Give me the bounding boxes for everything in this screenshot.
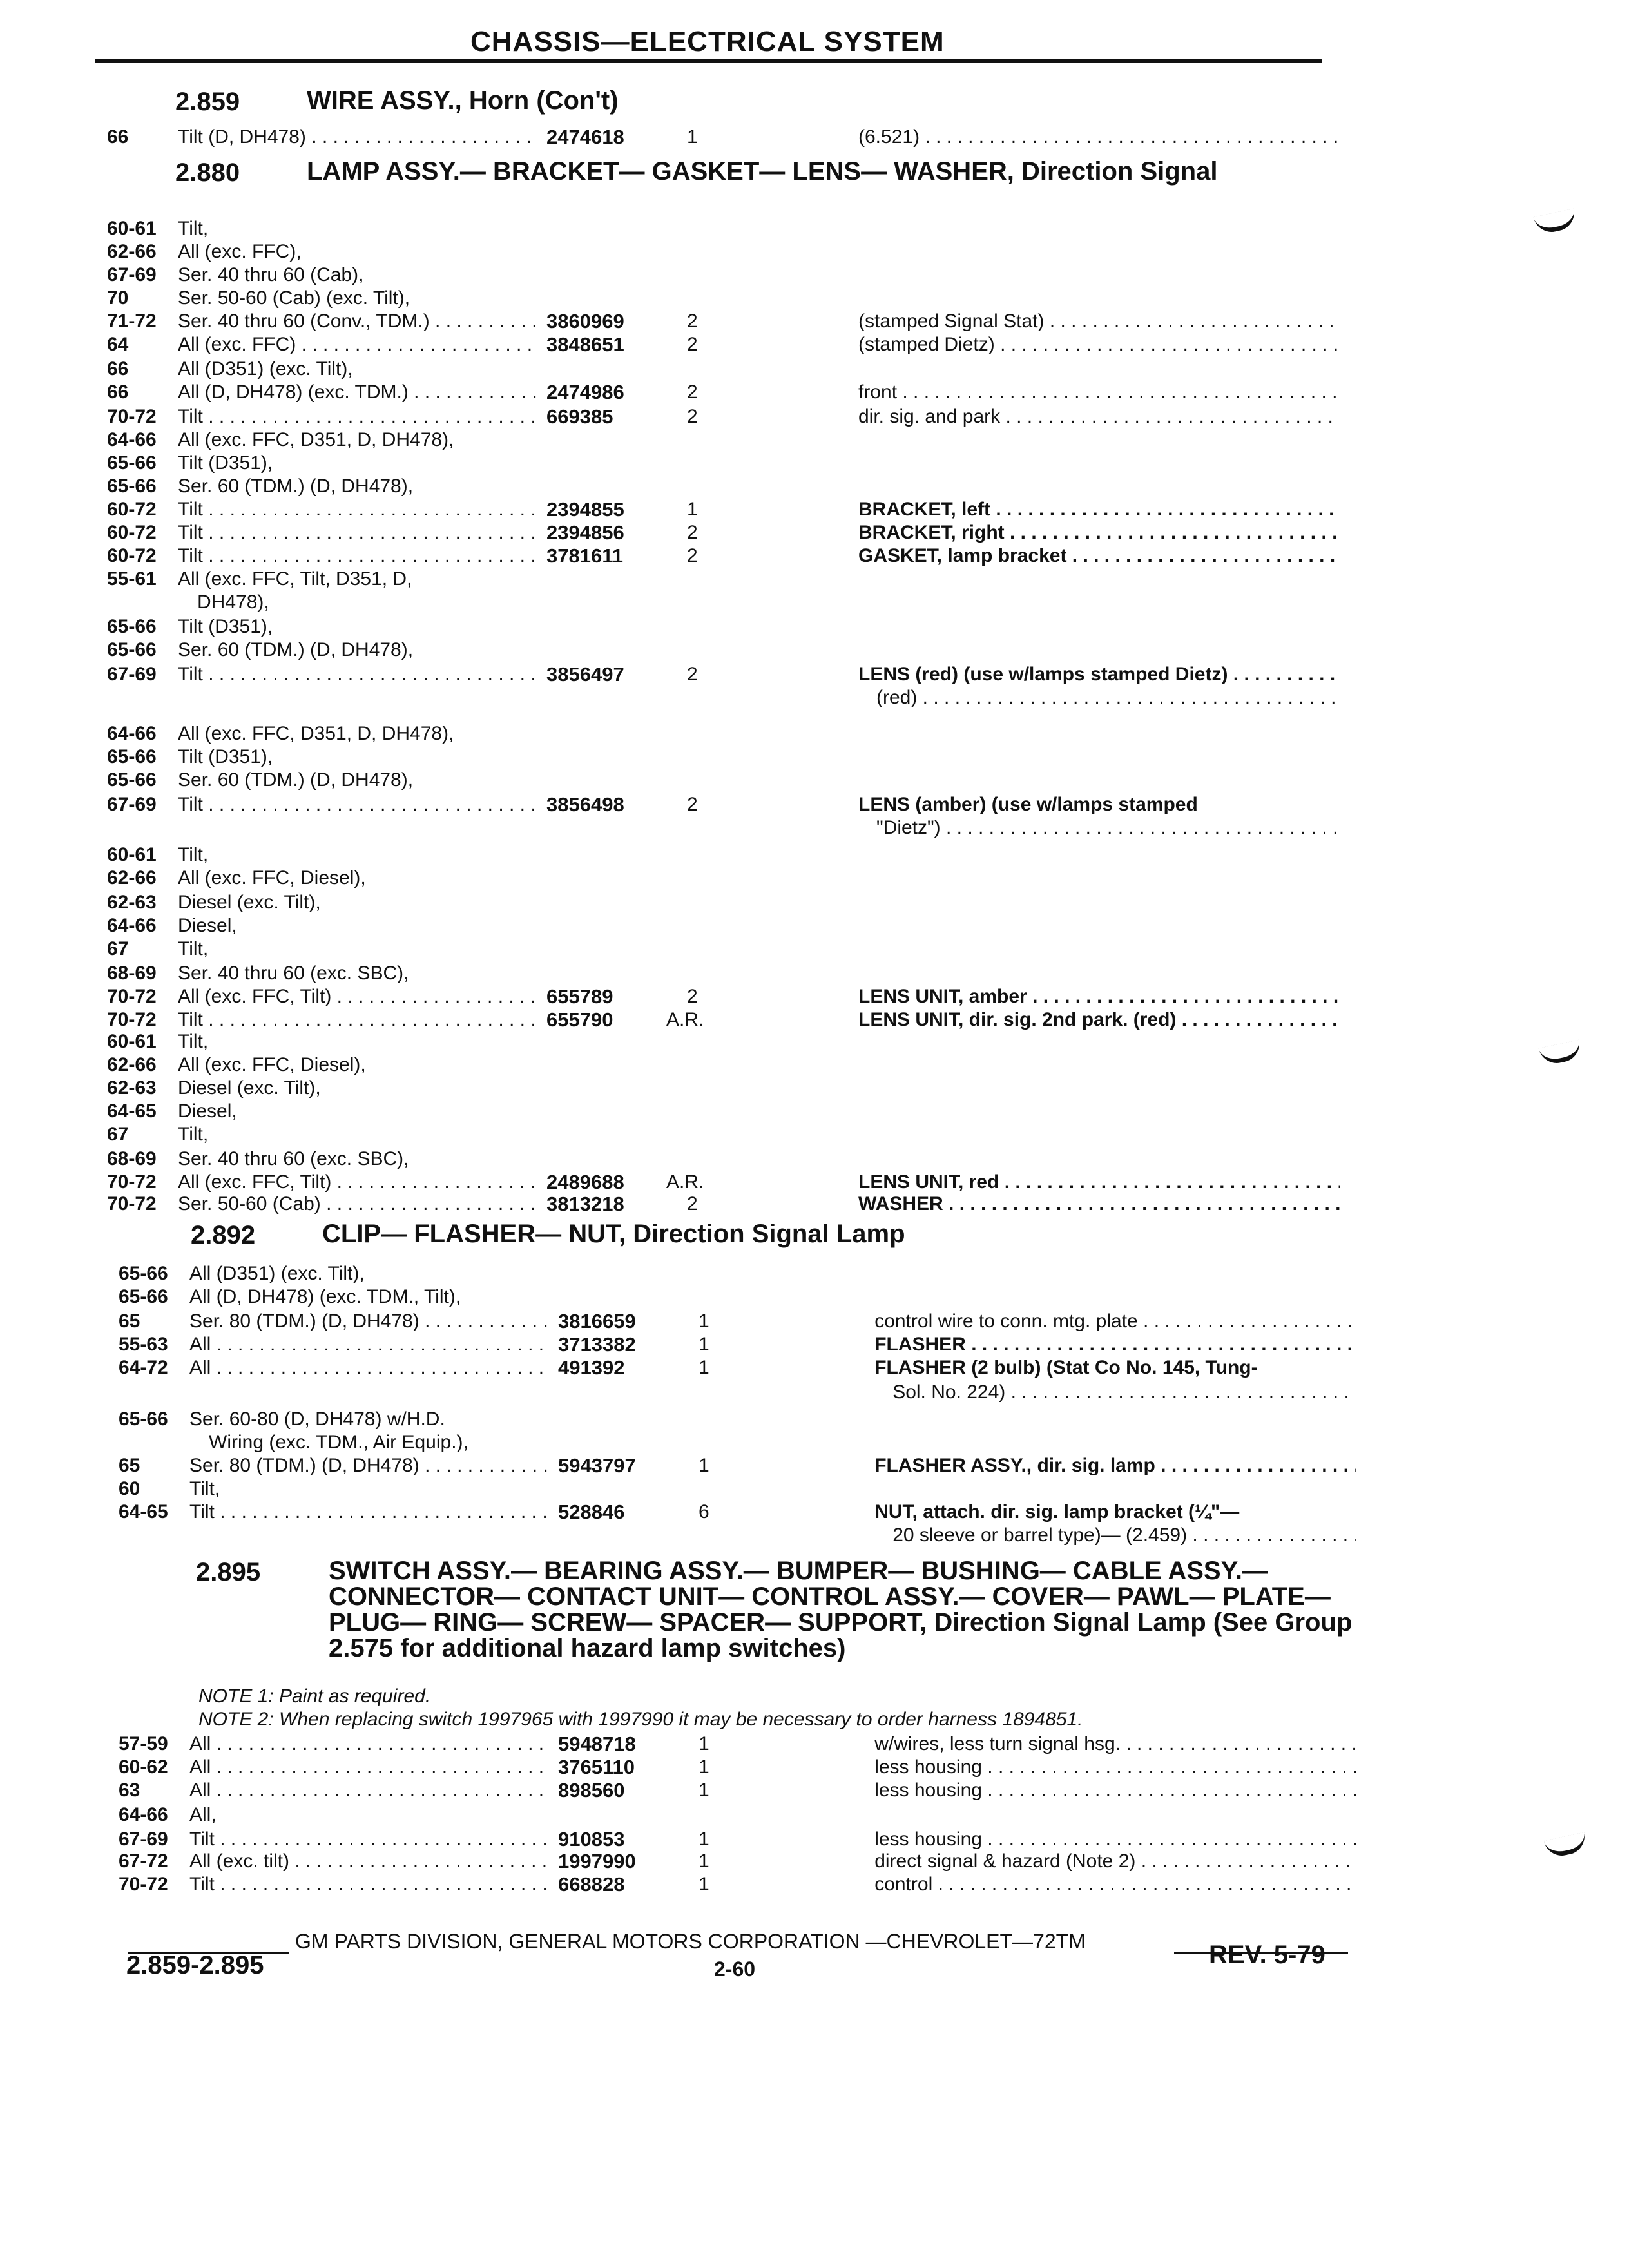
year-range: 63 bbox=[119, 1780, 140, 1801]
description: (stamped Dietz) . . . bbox=[858, 334, 1340, 356]
description: WASHER . . . bbox=[858, 1193, 1340, 1215]
description: (stamped Signal Stat) . . . bbox=[858, 311, 1340, 332]
year-range: 64-66 bbox=[119, 1804, 168, 1825]
parts-row bbox=[0, 1432, 1629, 1454]
application: All . . . bbox=[189, 1334, 550, 1356]
parts-row bbox=[0, 664, 1629, 686]
parts-row bbox=[0, 963, 1629, 985]
parts-row bbox=[0, 264, 1629, 286]
parts-row bbox=[0, 723, 1629, 745]
parts-row bbox=[0, 867, 1629, 889]
parts-row bbox=[0, 1381, 1629, 1403]
parts-row bbox=[0, 476, 1629, 497]
year-range: 71-72 bbox=[107, 311, 157, 332]
parts-row bbox=[0, 1100, 1629, 1122]
parts-row bbox=[0, 1357, 1629, 1379]
application: All (exc. FFC, Diesel), bbox=[178, 867, 366, 889]
year-range: 68-69 bbox=[107, 963, 157, 984]
parts-row bbox=[0, 938, 1629, 960]
description: less housing . . . bbox=[874, 1829, 1356, 1850]
application: Tilt, bbox=[178, 1124, 209, 1145]
quantity: 2 bbox=[687, 522, 698, 543]
application: DH478), bbox=[197, 591, 269, 613]
parts-row bbox=[0, 452, 1629, 474]
section-note: NOTE 1: Paint as required. bbox=[198, 1686, 431, 1707]
application: All (exc. FFC, Tilt, D351, D, bbox=[178, 568, 412, 590]
parts-row bbox=[0, 358, 1629, 380]
parts-row bbox=[0, 1733, 1629, 1755]
parts-row bbox=[0, 1524, 1629, 1546]
year-range: 65-66 bbox=[107, 616, 157, 637]
description: control . . . bbox=[874, 1874, 1356, 1896]
application: All . . . bbox=[189, 1733, 550, 1755]
quantity: A.R. bbox=[666, 1009, 704, 1030]
application: All (exc. FFC, D351, D, DH478), bbox=[178, 723, 454, 744]
application: Diesel (exc. Tilt), bbox=[178, 1077, 321, 1099]
year-range: 62-66 bbox=[107, 867, 157, 889]
application: Tilt . . . bbox=[178, 545, 539, 567]
quantity: 1 bbox=[687, 126, 698, 148]
year-range: 57-59 bbox=[119, 1733, 168, 1754]
application: Ser. 50-60 (Cab) (exc. Tilt), bbox=[178, 287, 410, 309]
quantity: 1 bbox=[699, 1829, 709, 1850]
year-range: 65-66 bbox=[107, 476, 157, 497]
parts-row bbox=[0, 1850, 1629, 1872]
part-number: 3816659 bbox=[558, 1310, 636, 1332]
application: All (exc. FFC) . . . bbox=[178, 334, 539, 356]
section-title: LAMP ASSY.— BRACKET— GASKET— LENS— WASHER, Direction Signal bbox=[307, 157, 1218, 186]
quantity: 2 bbox=[687, 545, 698, 566]
section-number: 2.892 bbox=[191, 1221, 256, 1249]
application: Tilt . . . bbox=[189, 1874, 550, 1896]
year-range: 65-66 bbox=[107, 452, 157, 474]
application: Tilt, bbox=[178, 844, 209, 865]
parts-row bbox=[0, 1009, 1629, 1031]
description: FLASHER . . . bbox=[874, 1334, 1356, 1356]
application: All (exc. FFC, Tilt) . . . bbox=[178, 1171, 539, 1193]
part-number: 491392 bbox=[558, 1356, 625, 1379]
parts-row bbox=[0, 499, 1629, 521]
parts-row bbox=[0, 1193, 1629, 1215]
application: Tilt, bbox=[178, 938, 209, 959]
footer-page-number: 2-60 bbox=[714, 1957, 756, 1981]
part-number: 898560 bbox=[558, 1779, 625, 1802]
application: Tilt . . . bbox=[178, 794, 539, 816]
application: Tilt . . . bbox=[189, 1829, 550, 1850]
year-range: 64-65 bbox=[119, 1501, 168, 1523]
application: Diesel (exc. Tilt), bbox=[178, 892, 321, 913]
application: Tilt . . . bbox=[178, 1009, 539, 1031]
quantity: 1 bbox=[699, 1874, 709, 1895]
parts-row bbox=[0, 986, 1629, 1008]
application: Tilt . . . bbox=[178, 664, 539, 686]
application: Ser. 60 (TDM.) (D, DH478), bbox=[178, 769, 414, 791]
quantity: 2 bbox=[687, 664, 698, 685]
parts-row bbox=[0, 1478, 1629, 1500]
parts-row bbox=[0, 844, 1629, 866]
year-range: 67-72 bbox=[119, 1850, 168, 1872]
part-number: 528846 bbox=[558, 1501, 625, 1523]
footer-publisher: GM PARTS DIVISION, GENERAL MOTORS CORPORATION —CHEVROLET—72TM bbox=[295, 1930, 1086, 1953]
quantity: 2 bbox=[687, 406, 698, 427]
description: BRACKET, left . . . bbox=[858, 499, 1340, 521]
section-number: 2.895 bbox=[196, 1558, 261, 1586]
year-range: 65 bbox=[119, 1311, 140, 1332]
description: front . . . bbox=[858, 381, 1340, 403]
parts-row bbox=[0, 1124, 1629, 1146]
part-number: 2474618 bbox=[546, 126, 624, 148]
description: less housing . . . bbox=[874, 1756, 1356, 1778]
page-header: CHASSIS—ELECTRICAL SYSTEM bbox=[470, 26, 945, 57]
section-number: 2.880 bbox=[175, 159, 240, 187]
quantity: 1 bbox=[699, 1756, 709, 1778]
parts-row bbox=[0, 218, 1629, 240]
header-rule bbox=[95, 59, 1322, 63]
application: Tilt, bbox=[178, 218, 209, 239]
description: LENS UNIT, dir. sig. 2nd park. (red) . . . bbox=[858, 1009, 1340, 1031]
parts-row bbox=[0, 381, 1629, 403]
year-range: 67-69 bbox=[107, 664, 157, 685]
application: Ser. 60 (TDM.) (D, DH478), bbox=[178, 476, 414, 497]
application: Tilt . . . bbox=[178, 499, 539, 521]
year-range: 70 bbox=[107, 287, 129, 309]
application: Ser. 80 (TDM.) (D, DH478) . . . bbox=[189, 1455, 550, 1477]
parts-row bbox=[0, 1804, 1629, 1826]
parts-row bbox=[0, 1054, 1629, 1076]
quantity: 1 bbox=[699, 1850, 709, 1872]
application: All (D351) (exc. Tilt), bbox=[178, 358, 353, 380]
year-range: 65-66 bbox=[119, 1286, 168, 1307]
year-range: 60-72 bbox=[107, 545, 157, 566]
parts-row bbox=[0, 334, 1629, 356]
year-range: 70-72 bbox=[107, 986, 157, 1007]
application: All (D, DH478) (exc. TDM.) . . . bbox=[178, 381, 539, 403]
application: All . . . bbox=[189, 1780, 550, 1802]
application: Tilt . . . bbox=[178, 522, 539, 544]
part-number: 3856497 bbox=[546, 663, 624, 686]
year-range: 60 bbox=[119, 1478, 140, 1499]
year-range: 64-66 bbox=[107, 723, 157, 744]
year-range: 70-72 bbox=[107, 1171, 157, 1193]
year-range: 67-69 bbox=[107, 264, 157, 285]
description: BRACKET, right . . . bbox=[858, 522, 1340, 544]
part-number: 910853 bbox=[558, 1828, 625, 1850]
parts-row bbox=[0, 1171, 1629, 1193]
year-range: 62-63 bbox=[107, 1077, 157, 1099]
parts-row bbox=[0, 287, 1629, 309]
parts-row bbox=[0, 126, 1629, 148]
year-range: 65-66 bbox=[119, 1263, 168, 1284]
quantity: 1 bbox=[699, 1733, 709, 1754]
description: LENS (red) (use w/lamps stamped Dietz) . . . bbox=[858, 664, 1340, 686]
application: Tilt . . . bbox=[178, 406, 539, 428]
parts-row bbox=[0, 1455, 1629, 1477]
parts-row bbox=[0, 769, 1629, 791]
year-range: 67 bbox=[107, 1124, 129, 1145]
year-range: 62-66 bbox=[107, 1054, 157, 1075]
year-range: 65 bbox=[119, 1455, 140, 1476]
application: All (exc. tilt) . . . bbox=[189, 1850, 550, 1872]
parts-row bbox=[0, 1829, 1629, 1850]
year-range: 66 bbox=[107, 358, 129, 380]
part-number: 5948718 bbox=[558, 1733, 636, 1755]
application: All (exc. FFC, D351, D, DH478), bbox=[178, 429, 454, 450]
year-range: 64-66 bbox=[107, 429, 157, 450]
parts-row bbox=[0, 241, 1629, 263]
part-number: 2489688 bbox=[546, 1171, 624, 1193]
part-number: 3860969 bbox=[546, 310, 624, 332]
description: 20 sleeve or barrel type)— (2.459) . . . bbox=[892, 1524, 1356, 1546]
description: FLASHER (2 bulb) (Stat Co No. 145, Tung- bbox=[874, 1357, 1258, 1378]
application: Ser. 60-80 (D, DH478) w/H.D. bbox=[189, 1408, 445, 1430]
parts-row bbox=[0, 1263, 1629, 1285]
year-range: 65-66 bbox=[107, 639, 157, 660]
footer-revision: REV. 5-79 bbox=[1209, 1941, 1325, 1969]
section-note: NOTE 2: When replacing switch 1997965 with 1997990 it may be necessary to order harness 1894851. bbox=[198, 1709, 1083, 1730]
parts-row bbox=[0, 639, 1629, 661]
parts-row bbox=[0, 746, 1629, 768]
description: dir. sig. and park . . . bbox=[858, 406, 1340, 428]
year-range: 60-62 bbox=[119, 1756, 168, 1778]
quantity: 2 bbox=[687, 311, 698, 332]
parts-row bbox=[0, 1148, 1629, 1170]
description: GASKET, lamp bracket . . . bbox=[858, 545, 1340, 567]
parts-row bbox=[0, 522, 1629, 544]
description: LENS UNIT, amber . . . bbox=[858, 986, 1340, 1008]
parts-row bbox=[0, 568, 1629, 590]
quantity: 2 bbox=[687, 1193, 698, 1215]
year-range: 65-66 bbox=[107, 769, 157, 791]
quantity: A.R. bbox=[666, 1171, 704, 1193]
parts-row bbox=[0, 616, 1629, 638]
application: All (D351) (exc. Tilt), bbox=[189, 1263, 365, 1284]
part-number: 3848651 bbox=[546, 333, 624, 356]
application: Ser. 60 (TDM.) (D, DH478), bbox=[178, 639, 414, 660]
parts-row bbox=[0, 429, 1629, 451]
year-range: 55-63 bbox=[119, 1334, 168, 1355]
application: Ser. 80 (TDM.) (D, DH478) . . . bbox=[189, 1311, 550, 1332]
section-title: SWITCH ASSY.— BEARING ASSY.— BUMPER— BUSHING— CABLE ASSY.— CONNECTOR— CONTACT UNIT— CONTROL ASSY.— COVER— PAWL— PLATE— PLUG— RING— SCREW— SPACER— SUPPORT, Direction Signal Lamp (See Group 2.575 for additional hazard lamp switches) bbox=[329, 1557, 1353, 1662]
description: Sol. No. 224) . . . bbox=[892, 1381, 1356, 1403]
year-range: 66 bbox=[107, 381, 129, 403]
year-range: 64-66 bbox=[107, 915, 157, 936]
part-number: 3713382 bbox=[558, 1333, 636, 1356]
year-range: 67-69 bbox=[107, 794, 157, 815]
year-range: 67 bbox=[107, 938, 129, 959]
part-number: 2394856 bbox=[546, 521, 624, 544]
application: All (D, DH478) (exc. TDM., Tilt), bbox=[189, 1286, 461, 1307]
parts-row bbox=[0, 817, 1629, 839]
footer-section-range: 2.859-2.895 bbox=[126, 1951, 264, 1979]
application: All, bbox=[189, 1804, 217, 1825]
quantity: 2 bbox=[687, 334, 698, 355]
parts-row bbox=[0, 1501, 1629, 1523]
application: All (exc. FFC), bbox=[178, 241, 302, 262]
application: Ser. 40 thru 60 (Cab), bbox=[178, 264, 364, 285]
application: Wiring (exc. TDM., Air Equip.), bbox=[209, 1432, 468, 1453]
description: direct signal & hazard (Note 2) . . . bbox=[874, 1850, 1356, 1872]
year-range: 64-72 bbox=[119, 1357, 168, 1378]
year-range: 60-72 bbox=[107, 499, 157, 520]
part-number: 655789 bbox=[546, 985, 613, 1008]
application: Tilt (D351), bbox=[178, 616, 273, 637]
year-range: 60-61 bbox=[107, 1031, 157, 1052]
parts-row bbox=[0, 1408, 1629, 1430]
quantity: 1 bbox=[699, 1780, 709, 1801]
year-range: 67-69 bbox=[119, 1829, 168, 1850]
quantity: 1 bbox=[699, 1357, 709, 1378]
year-range: 64-65 bbox=[107, 1100, 157, 1122]
parts-row bbox=[0, 1334, 1629, 1356]
year-range: 70-72 bbox=[107, 406, 157, 427]
year-range: 70-72 bbox=[119, 1874, 168, 1895]
parts-row bbox=[0, 311, 1629, 332]
year-range: 60-61 bbox=[107, 218, 157, 239]
part-number: 3765110 bbox=[558, 1756, 635, 1778]
year-range: 64 bbox=[107, 334, 129, 355]
year-range: 65-66 bbox=[107, 746, 157, 767]
parts-row bbox=[0, 1077, 1629, 1099]
description: (6.521) . . . bbox=[858, 126, 1340, 148]
parts-row bbox=[0, 1874, 1629, 1896]
year-range: 66 bbox=[107, 126, 129, 148]
parts-row bbox=[0, 1756, 1629, 1778]
application: Tilt (D351), bbox=[178, 452, 273, 474]
part-number: 3856498 bbox=[546, 793, 624, 816]
year-range: 60-72 bbox=[107, 522, 157, 543]
part-number: 5943797 bbox=[558, 1454, 636, 1477]
application: Ser. 40 thru 60 (exc. SBC), bbox=[178, 963, 409, 984]
part-number: 2474986 bbox=[546, 381, 624, 403]
section-title: CLIP— FLASHER— NUT, Direction Signal Lamp bbox=[322, 1220, 905, 1248]
year-range: 70-72 bbox=[107, 1009, 157, 1030]
parts-row bbox=[0, 591, 1629, 613]
application: Diesel, bbox=[178, 915, 237, 936]
description: less housing . . . bbox=[874, 1780, 1356, 1802]
year-range: 68-69 bbox=[107, 1148, 157, 1169]
application: Tilt, bbox=[189, 1478, 220, 1499]
part-number: 669385 bbox=[546, 405, 613, 428]
application: All (exc. FFC, Diesel), bbox=[178, 1054, 366, 1075]
section-number: 2.859 bbox=[175, 88, 240, 116]
application: Tilt, bbox=[178, 1031, 209, 1052]
application: All (exc. FFC, Tilt) . . . bbox=[178, 986, 539, 1008]
description: LENS UNIT, red . . . bbox=[858, 1171, 1340, 1193]
quantity: 6 bbox=[699, 1501, 709, 1523]
parts-row bbox=[0, 794, 1629, 816]
part-number: 3813218 bbox=[546, 1193, 624, 1215]
application: Tilt (D351), bbox=[178, 746, 273, 767]
year-range: 62-66 bbox=[107, 241, 157, 262]
parts-row bbox=[0, 1286, 1629, 1308]
part-number: 1997990 bbox=[558, 1850, 636, 1872]
description: LENS (amber) (use w/lamps stamped bbox=[858, 794, 1198, 815]
parts-row bbox=[0, 1311, 1629, 1332]
parts-row bbox=[0, 1780, 1629, 1802]
application: All . . . bbox=[189, 1357, 550, 1379]
quantity: 1 bbox=[699, 1334, 709, 1355]
quantity: 1 bbox=[699, 1311, 709, 1332]
description: NUT, attach. dir. sig. lamp bracket (¼"— bbox=[874, 1501, 1240, 1523]
quantity: 2 bbox=[687, 986, 698, 1007]
parts-row bbox=[0, 915, 1629, 937]
quantity: 1 bbox=[699, 1455, 709, 1476]
application: Ser. 40 thru 60 (Conv., TDM.) . . . bbox=[178, 311, 539, 332]
parts-row bbox=[0, 1031, 1629, 1053]
section-title: WIRE ASSY., Horn (Con't) bbox=[307, 86, 619, 115]
part-number: 2394855 bbox=[546, 498, 624, 521]
description: "Dietz") . . . bbox=[876, 817, 1340, 839]
parts-row bbox=[0, 406, 1629, 428]
application: Tilt (D, DH478) . . . bbox=[178, 126, 539, 148]
quantity: 1 bbox=[687, 499, 698, 520]
description: control wire to conn. mtg. plate . . . bbox=[874, 1311, 1356, 1332]
part-number: 3781611 bbox=[546, 544, 623, 567]
application: All . . . bbox=[189, 1756, 550, 1778]
part-number: 655790 bbox=[546, 1008, 613, 1031]
application: Ser. 40 thru 60 (exc. SBC), bbox=[178, 1148, 409, 1169]
quantity: 2 bbox=[687, 381, 698, 403]
description: (red) . . . bbox=[876, 687, 1340, 709]
description: w/wires, less turn signal hsg. . . . bbox=[874, 1733, 1356, 1755]
year-range: 70-72 bbox=[107, 1193, 157, 1215]
parts-row bbox=[0, 892, 1629, 914]
parts-row bbox=[0, 545, 1629, 567]
year-range: 60-61 bbox=[107, 844, 157, 865]
year-range: 55-61 bbox=[107, 568, 157, 590]
parts-row bbox=[0, 687, 1629, 709]
application: Ser. 50-60 (Cab) . . . bbox=[178, 1193, 539, 1215]
description: FLASHER ASSY., dir. sig. lamp . . . bbox=[874, 1455, 1356, 1477]
quantity: 2 bbox=[687, 794, 698, 815]
year-range: 65-66 bbox=[119, 1408, 168, 1430]
part-number: 668828 bbox=[558, 1873, 625, 1896]
application: Diesel, bbox=[178, 1100, 237, 1122]
application: Tilt . . . bbox=[189, 1501, 550, 1523]
year-range: 62-63 bbox=[107, 892, 157, 913]
